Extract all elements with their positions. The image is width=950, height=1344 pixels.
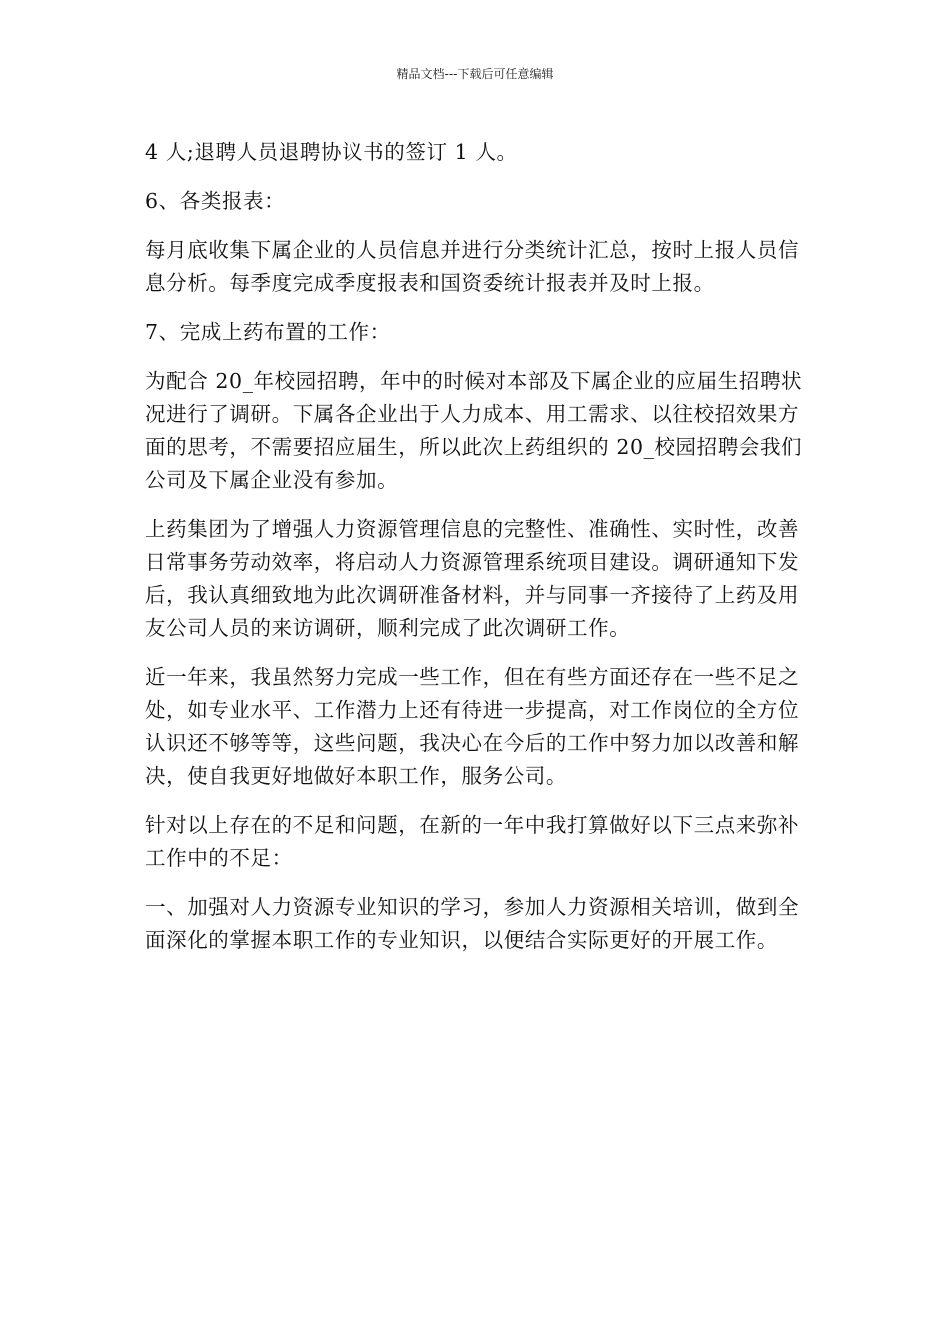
paragraph: 为配合 20_年校园招聘，年中的时候对本部及下属企业的应届生招聘状况进行了调研。下属各企业出于人力成本、用工需求、以往校招效果方面的思考，不需要招应届生，所以此次上药组织的 20_校园招聘会我们公司及下属企业没有参加。 bbox=[145, 369, 803, 492]
page-header: 精品文档---下载后可任意编辑 bbox=[396, 67, 554, 81]
paragraph: 4 人;退聘人员退聘协议书的签订 1 人。 bbox=[145, 140, 518, 164]
paragraph: 针对以上存在的不足和问题，在新的一年中我打算做好以下三点来弥补工作中的不足： bbox=[145, 813, 800, 870]
document-body bbox=[145, 136, 807, 957]
paragraph: 上药集团为了增强人力资源管理信息的完整性、准确性、实时性，改善日常事务劳动效率，将启动人力资源管理系统项目建设。调研通知下发后，我认真细致地为此次调研准备材料，并与同事一齐接待了上药及用友公司人员的来访调研，顺利完成了此次调研工作。 bbox=[145, 517, 800, 640]
paragraph: 近一年来，我虽然努力完成一些工作，但在有些方面还存在一些不足之处，如专业水平、工作潜力上还有待进一步提高，对工作岗位的全方位认识还不够等等，这些问题，我决心在今后的工作中努力加以改善和解决，使自我更好地做好本职工作，服务公司。 bbox=[145, 665, 800, 788]
section-heading: 6、各类报表： bbox=[145, 189, 286, 213]
section-heading: 7、完成上药布置的工作： bbox=[145, 320, 391, 344]
paragraph: 一、加强对人力资源专业知识的学习，参加人力资源相关培训，做到全面深化的掌握本职工作的专业知识，以便结合实际更好的开展工作。 bbox=[145, 895, 800, 952]
paragraph: 每月底收集下属企业的人员信息并进行分类统计汇总，按时上报人员信息分析。每季度完成季度报表和国资委统计报表并及时上报。 bbox=[145, 238, 800, 295]
